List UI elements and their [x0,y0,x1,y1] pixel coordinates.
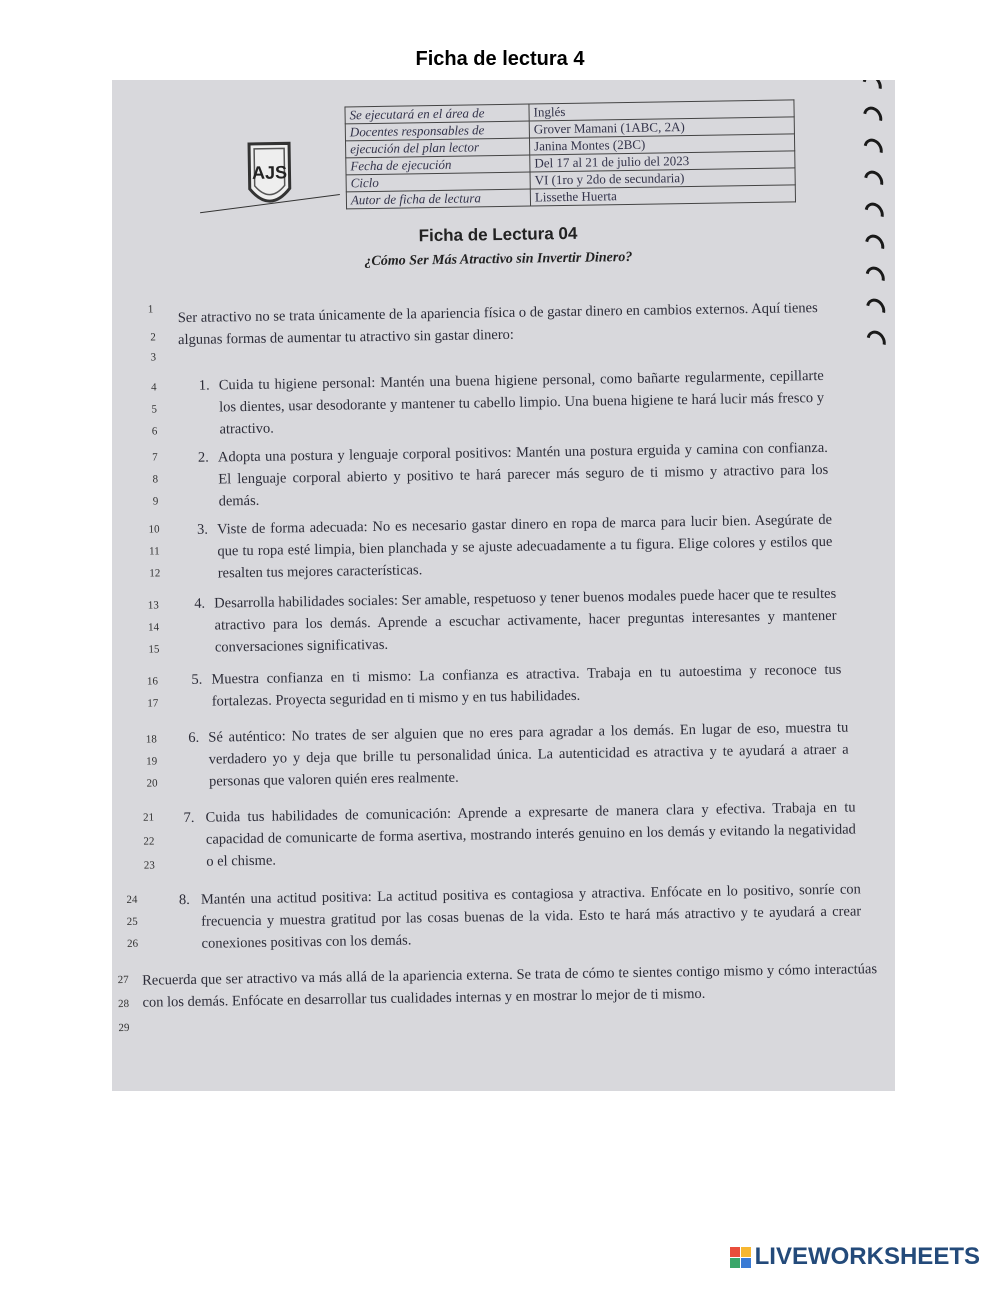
list-item: Adopta una postura y lenguaje corporal positivos: Mantén una postura erguida y camina con confianza. El lenguaje corporal abierto y positivo te hará parecer más seguro de ti mismo y atractivo para los demás. [217,439,829,510]
line-number: 7 [152,451,158,464]
info-value: Inglés [529,100,794,121]
line-number: 24 [126,893,138,906]
logo-text: AJS [251,162,288,183]
line-number: 15 [148,643,160,656]
brand-icon [730,1247,751,1268]
list-item: Cuida tus habilidades de comunicación: Aprende a expresarte de manera clara y efectiva. Trabaja en tu capacidad de comunicarte de forma asertiva, mostrando interés genuino en los demás y evitando la negatividad o el chisme. [205,799,857,870]
info-table [344,99,796,209]
line-number: 11 [149,545,160,558]
info-value: Lissethe Huerta [530,185,795,206]
info-value: Grover Mamani (1ABC, 2A) [529,117,794,138]
line-number: 17 [147,697,159,710]
document-page [112,80,895,1091]
info-key: Autor de ficha de lectura [346,189,530,209]
list-item: Muestra confianza en ti mismo: La confianza es atractiva. Trabaja en tu autoestima y reconoce tus fortalezas. Proyecta seguridad en ti mismo y en tus habilidades. [211,661,842,710]
line-number: 4 [151,381,157,394]
line-number: 10 [148,523,160,536]
line-number: 22 [143,835,155,848]
scanned-document-photo [112,80,895,1091]
line-number: 28 [117,997,130,1011]
line-number: 5 [151,403,158,416]
line-number: 25 [126,915,138,928]
info-key: Docentes responsables de [345,121,529,141]
list-item: Viste de forma adecuada: No es necesario gastar dinero en ropa de marca para lucir bien. Asegúrate de que tu ropa esté limpia, bien planchada y se ajuste adecuadamente a tu figura. Elige colores y estilos que resalten tus mejores características. [216,511,833,582]
item-number: 4. [194,595,206,612]
list-item: Sé auténtico: No trates de ser alguien que no eres para agradar a los demás. En lugar de eso, muestra tu verdadero yo y deja que brille tu personalidad única. La autenticidad es atractiva y te ayudará a atraer a personas que valoren quién eres realmente. [208,719,849,790]
item-number: 6. [188,729,200,746]
info-key: ejecución del plan lector [345,138,529,158]
conclusion-paragraph: Recuerda que ser atractivo va más allá de la apariencia externa. Se trata de cómo te sientes contigo mismo y cómo interactúas con los demás. Enfócate en desarrollar tus cualidades internas y en mostrar lo mejor de ti mismo. [142,961,878,1011]
brand-text: LIVEWORKSHEETS [754,1243,980,1270]
info-key: Se ejecutará en el área de [345,104,529,124]
list-item: Mantén una actitud positiva: La actitud positiva es contagiosa y atractiva. Enfócate en lo positivo, sonríe con frecuencia y muestra gratitud por las cosas buenas de la vida. Esto te hará más atractivo y te ayudará a crear conexiones positivas con los demás. [200,881,862,952]
line-number: 18 [145,733,157,746]
line-number: 13 [147,599,159,612]
document-title: Ficha de Lectura 04 [418,223,578,246]
line-number: 3 [150,351,157,364]
document-subtitle: ¿Cómo Ser Más Atractivo sin Invertir Dinero? [364,249,633,270]
info-key: Fecha de ejecución [346,155,530,175]
item-number: 2. [197,449,209,466]
page-title: Ficha de lectura 4 [415,48,585,70]
list-item: Desarrolla habilidades sociales: Ser amable, respetuoso y tener buenos modales puede hacer que te resultes atractivo para los demás. Aprende a escuchar activamente, hacer preguntas interesantes y mantener conversaciones significativas. [214,585,837,656]
school-logo [194,132,346,234]
info-value: VI (1ro y 2do de secundaria) [530,168,795,189]
line-number: 9 [152,495,159,508]
line-number: 21 [143,811,155,824]
info-value: Janina Montes (2BC) [529,134,794,155]
intro-paragraph: Ser atractivo no se trata únicamente de la apariencia física o de gastar dinero en cambios externos. Aquí tienes algunas formas de aumentar tu atractivo sin gastar dinero: [177,300,818,349]
item-number: 1. [198,377,210,394]
info-value: Del 17 al 21 de julio del 2023 [530,151,795,172]
item-number: 7. [183,809,195,827]
line-number: 23 [143,859,155,872]
line-number: 14 [148,621,160,634]
list-item: Cuida tu higiene personal: Mantén una buena higiene personal, como bañarte regularmente, cepillarte los dientes, usar desodorante y mantener tu cabello limpio. Una buena higiene te hará lucir más fresco y atractivo. [218,367,825,438]
line-number: 2 [150,331,156,344]
line-number: 27 [117,973,129,987]
line-number: 8 [152,473,159,486]
liveworksheets-logo [730,1243,980,1271]
line-number: 29 [118,1021,130,1035]
line-number: 6 [151,425,158,438]
line-number: 20 [146,777,158,790]
line-number: 12 [149,567,161,580]
item-number: 3. [196,521,209,538]
line-number: 16 [146,675,159,688]
line-number: 19 [146,755,158,768]
line-number: 26 [126,937,139,950]
line-number: 1 [147,303,154,316]
item-number: 5. [191,671,203,688]
item-number: 8. [178,891,190,909]
info-key: Ciclo [346,172,530,192]
header-box [179,97,791,235]
